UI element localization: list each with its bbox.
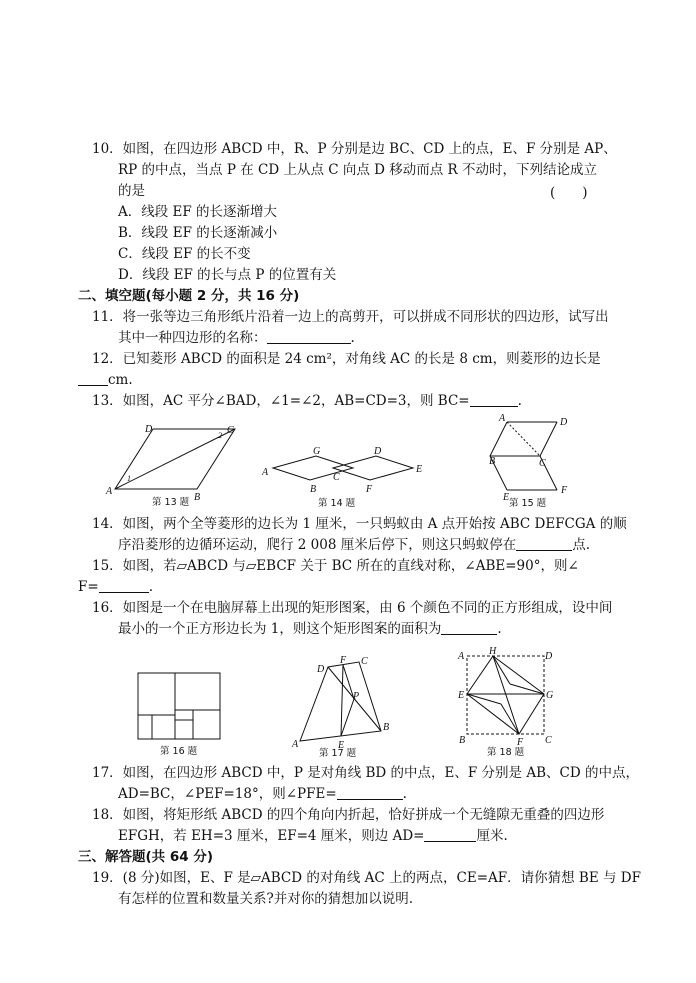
q17-line1: 17．如图，在四边形 ABCD 中，P 是对角线 BD 的中点，E、F 分别是 AB、CD 的中点， bbox=[92, 765, 639, 781]
fig18-label-d: D bbox=[545, 651, 553, 662]
q13-end: . bbox=[517, 393, 522, 409]
q18-line2 bbox=[118, 826, 508, 846]
fig17-label-f: F bbox=[340, 655, 347, 666]
fig13-label-d: D bbox=[145, 424, 153, 435]
q17-line2 bbox=[118, 784, 407, 804]
q18-prompt: EFGH，若 EH=3 厘米，EF=4 厘米，则边 AD= bbox=[118, 828, 425, 844]
q10-answer-paren[interactable]: ( ) bbox=[550, 185, 588, 201]
fig15-diagonal bbox=[507, 422, 540, 456]
fig13-label-b: B bbox=[194, 492, 201, 503]
fig14-label-f: F bbox=[366, 484, 373, 495]
q11-line2 bbox=[118, 328, 355, 348]
q17-end: . bbox=[402, 786, 407, 802]
q13-line bbox=[92, 391, 522, 411]
fig15-caption: 第 15 题 bbox=[509, 498, 547, 509]
q14-line2 bbox=[118, 535, 590, 555]
section-3-title: 三、解答题(共 64 分) bbox=[78, 849, 214, 865]
fig17-caption: 第 17 题 bbox=[319, 748, 357, 759]
fig17-label-p: P bbox=[353, 691, 360, 702]
fig13-angle-1: 1 bbox=[127, 474, 131, 483]
fig15-label-b: B bbox=[489, 456, 496, 467]
q14-answer-blank[interactable] bbox=[516, 536, 572, 551]
q19-line1: 19．(8 分)如图，E、F 是▱ABCD 的对角线 AC 上的两点，CE=AF．请你猜想 BE 与 DF bbox=[92, 870, 641, 886]
q17-answer-blank[interactable] bbox=[337, 785, 403, 800]
q11-end: . bbox=[350, 330, 355, 346]
figure-13 bbox=[105, 418, 250, 510]
fig18-label-b: B bbox=[459, 735, 466, 746]
q14-line1: 14．如图，两个全等菱形的边长为 1 厘米，一只蚂蚁由 A 点开始按 ABC DEFCGA 的顺 bbox=[92, 516, 627, 532]
figure-17 bbox=[285, 652, 400, 760]
fig15-label-f: F bbox=[561, 485, 568, 496]
q12-line2 bbox=[78, 370, 133, 390]
figure-16 bbox=[132, 668, 227, 760]
fig16-caption: 第 16 题 bbox=[160, 746, 198, 757]
fig13-angle-2: 2 bbox=[218, 431, 222, 440]
q13-prompt: 13．如图，AC 平分∠BAD，∠1=∠2，AB=CD=3，则 BC= bbox=[92, 393, 470, 409]
fig16-outer-rect bbox=[138, 673, 220, 739]
fig18-label-a: A bbox=[458, 651, 465, 662]
fig18-fold-3 bbox=[467, 694, 501, 704]
fig18-caption: 第 18 题 bbox=[487, 747, 525, 758]
fig13-caption: 第 13 题 bbox=[152, 497, 190, 508]
fig18-label-e: E bbox=[458, 690, 465, 701]
q18-end: 厘米. bbox=[476, 828, 508, 844]
fig14-label-d: D bbox=[374, 446, 382, 457]
fig17-label-e: E bbox=[338, 740, 345, 751]
fig14-label-a: A bbox=[262, 467, 269, 478]
q10-option-a: A．线段 EF 的长逐渐增大 bbox=[118, 204, 278, 220]
figure-14 bbox=[258, 442, 468, 510]
q14-end: 点. bbox=[572, 537, 591, 553]
fig17-label-b: B bbox=[383, 722, 390, 733]
fig14-caption: 第 14 题 bbox=[318, 498, 356, 509]
q17-prompt: AD=BC，∠PEF=18°，则∠PFE= bbox=[118, 786, 337, 802]
q12-end: cm. bbox=[108, 372, 133, 388]
q18-line1: 18．如图，将矩形纸 ABCD 的四个角向内折起，恰好拼成一个无缝隙无重叠的四边形 bbox=[92, 807, 605, 823]
figure-15 bbox=[485, 412, 580, 510]
q15-prompt: F= bbox=[78, 579, 99, 595]
fig13-diagonal-ac bbox=[115, 429, 235, 489]
q16-prompt: 最小的一个正方形边长为 1，则这个矩形图案的面积为 bbox=[118, 621, 442, 637]
fig18-label-c: C bbox=[545, 735, 552, 746]
q10-line2: RP 的中点，当点 P 在 CD 上从点 C 向点 D 移动而点 R 不动时，下列结论成立 bbox=[118, 162, 598, 178]
fig14-label-e: E bbox=[416, 464, 423, 475]
fig18-segment-hf bbox=[493, 656, 519, 734]
q10-option-d: D．线段 EF 的长与点 P 的位置有关 bbox=[118, 267, 337, 283]
fig15-label-e: E bbox=[503, 492, 510, 503]
q11-line1: 11．将一张等边三角形纸片沿着一边上的高剪开，可以拼成不同形状的四边形，试写出 bbox=[92, 309, 609, 325]
q16-line2 bbox=[118, 619, 502, 639]
fig17-quadrilateral bbox=[300, 662, 381, 741]
fig14-label-b: B bbox=[310, 484, 317, 495]
fig13-label-a: A bbox=[106, 486, 113, 497]
fig18-fold-1 bbox=[493, 656, 510, 684]
q10-option-c: C．线段 EF 的长不变 bbox=[118, 246, 251, 262]
q12-line1: 12．已知菱形 ABCD 的面积是 24 cm²，对角线 AC 的长是 8 cm，则菱形的边长是 bbox=[92, 351, 601, 367]
figure-18 bbox=[455, 648, 565, 760]
fig14-label-c: C bbox=[333, 472, 340, 483]
fig18-fold-2 bbox=[510, 684, 544, 694]
q10-option-b: B．线段 EF 的长逐渐减小 bbox=[118, 225, 278, 241]
q15-end: . bbox=[148, 579, 153, 595]
fig15-label-a: A bbox=[499, 413, 506, 424]
fig17-segment-ep bbox=[341, 699, 354, 736]
fig15-right-edge bbox=[540, 422, 557, 490]
q19-line2: 有怎样的位置和数量关系?并对你的猜想加以说明. bbox=[118, 891, 414, 907]
fig18-label-g: G bbox=[546, 690, 554, 701]
fig18-label-h: H bbox=[489, 646, 497, 657]
q18-answer-blank[interactable] bbox=[424, 827, 476, 842]
section-2-title: 二、填空题(每小题 2 分，共 16 分) bbox=[78, 288, 300, 304]
q16-answer-blank[interactable] bbox=[441, 620, 497, 635]
q16-end: . bbox=[497, 621, 502, 637]
q15-answer-blank[interactable] bbox=[99, 578, 149, 593]
fig17-label-c: C bbox=[361, 656, 368, 667]
fig15-label-d: D bbox=[560, 417, 568, 428]
fig18-label-f: F bbox=[517, 737, 524, 748]
q15-line2 bbox=[78, 577, 153, 597]
q11-prompt: 其中一种四边形的名称： bbox=[118, 330, 267, 346]
q16-line1: 16．如图是一个在电脑屏幕上出现的矩形图案，由 6 个颜色不同的正方形组成，设中间 bbox=[92, 600, 613, 616]
q12-answer-blank[interactable] bbox=[78, 371, 108, 386]
fig17-label-a: A bbox=[292, 739, 299, 750]
fig17-segment-ef bbox=[341, 665, 343, 736]
q13-answer-blank[interactable] bbox=[470, 392, 518, 407]
fig17-label-d: D bbox=[317, 664, 325, 675]
fig14-rhombus-left bbox=[273, 456, 353, 480]
q15-line1: 15．如图，若▱ABCD 与▱EBCF 关于 BC 所在的直线对称，∠ABE=90°，则∠ bbox=[92, 558, 579, 574]
fig14-label-g: G bbox=[313, 446, 321, 457]
q14-prompt: 序沿菱形的边循环运动，爬行 2 008 厘米后停下，则这只蚂蚁停在 bbox=[118, 537, 517, 553]
q10-line1: 10．如图，在四边形 ABCD 中，R、P 分别是边 BC、CD 上的点，E、F 分别是 AP、 bbox=[92, 141, 617, 157]
q10-line3: 的是 bbox=[118, 183, 145, 199]
fig13-label-c: C bbox=[227, 425, 234, 436]
fig14-rhombus-right bbox=[333, 456, 413, 480]
q11-answer-blank[interactable] bbox=[267, 329, 351, 344]
fig15-label-c: C bbox=[539, 458, 546, 469]
